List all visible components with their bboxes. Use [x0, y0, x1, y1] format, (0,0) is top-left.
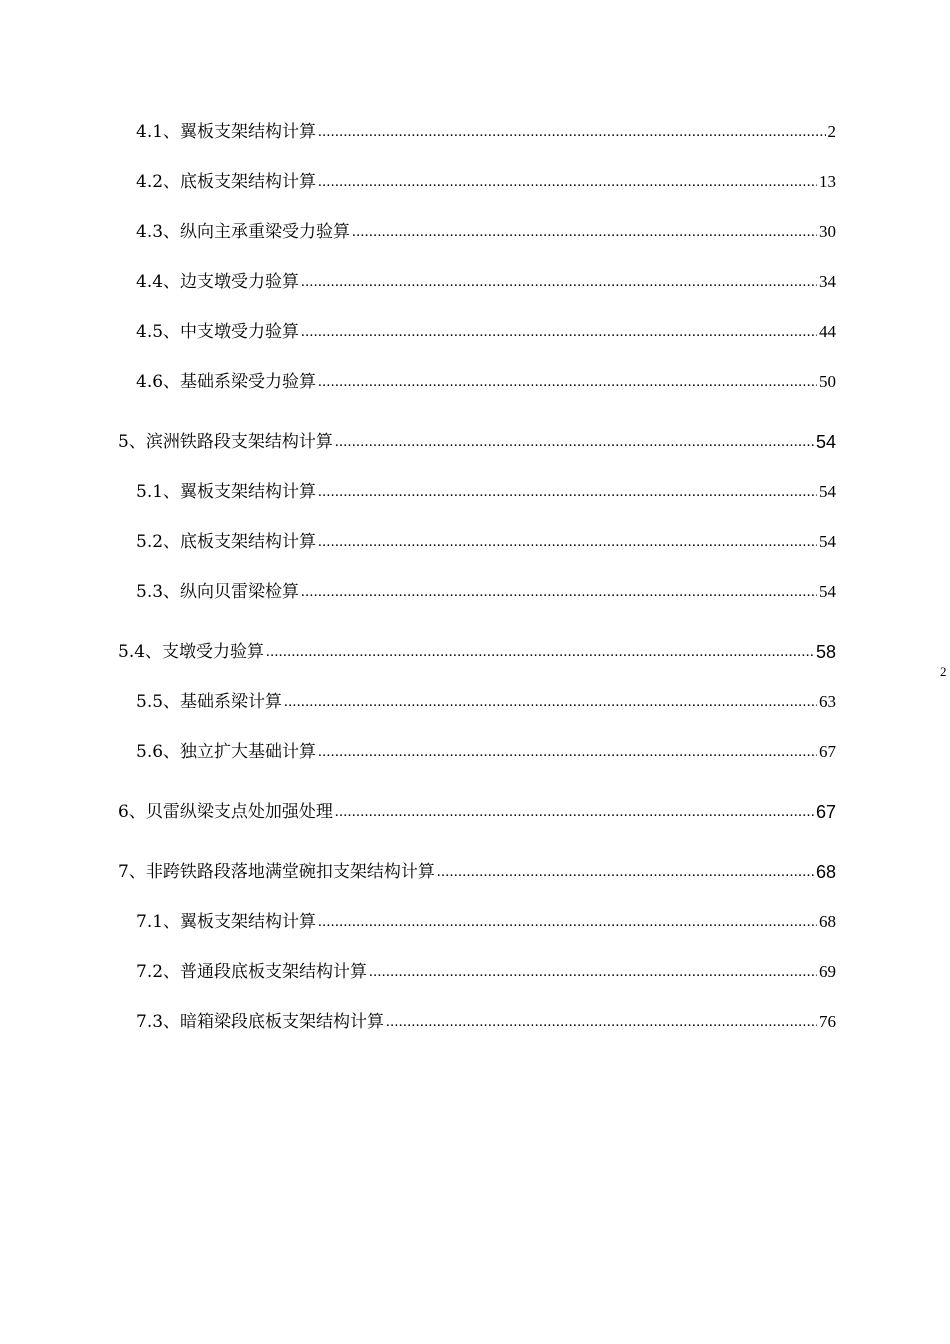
toc-dot-leader [437, 860, 814, 884]
side-page-number: 2 [940, 664, 947, 679]
toc-entry-4-2[interactable] [136, 170, 836, 194]
toc-entry-4-3[interactable] [136, 220, 836, 244]
toc-entry-page: 67 [815, 802, 836, 822]
toc-dot-leader [369, 960, 817, 984]
toc-entry-label: 7.3、暗箱梁段底板支架结构计算 [136, 1012, 385, 1032]
toc-dot-leader [335, 430, 814, 454]
toc-entry-5-5[interactable] [136, 690, 836, 714]
toc-entry-page: 13 [819, 172, 836, 191]
toc-entry-page: 34 [819, 272, 836, 291]
toc-entry-label: 7.2、普通段底板支架结构计算 [136, 962, 368, 982]
toc-entry-4-1[interactable] [136, 120, 836, 144]
toc-entry-5-1[interactable] [136, 480, 836, 504]
toc-dot-leader [335, 800, 814, 824]
toc-entry-page: 58 [815, 642, 836, 662]
toc-dot-leader [318, 740, 817, 764]
toc-entry-7-1[interactable] [136, 910, 836, 934]
toc-entry-label: 4.6、基础系梁受力验算 [136, 372, 317, 392]
toc-entry-page: 68 [815, 862, 836, 882]
toc-entry-4-4[interactable] [136, 270, 836, 294]
toc-dot-leader [318, 370, 817, 394]
toc-entry-label: 5.1、翼板支架结构计算 [136, 482, 317, 502]
toc-entry-page: 69 [819, 962, 836, 981]
toc-entry-label: 4.4、边支墩受力验算 [136, 272, 300, 292]
toc-entry-label: 4.1、翼板支架结构计算 [136, 122, 317, 142]
toc-dot-leader [266, 640, 814, 664]
toc-dot-leader [318, 530, 817, 554]
toc-entry-page: 63 [819, 692, 836, 711]
toc-entry-4-5[interactable] [136, 320, 836, 344]
toc-entry-page: 50 [819, 372, 836, 391]
toc-entry-page: 30 [819, 222, 836, 241]
toc-entry-6[interactable] [118, 800, 836, 824]
toc-entry-page: 67 [819, 742, 836, 761]
toc-entry-label: 5.2、底板支架结构计算 [136, 532, 317, 552]
toc-entry-label: 5.6、独立扩大基础计算 [136, 742, 317, 762]
toc-entry-page: 54 [819, 582, 836, 601]
toc-entry-label: 5、滨洲铁路段支架结构计算 [118, 432, 333, 452]
toc-entry-label: 4.2、底板支架结构计算 [136, 172, 317, 192]
toc-entry-label: 4.3、纵向主承重梁受力验算 [136, 222, 351, 242]
toc-dot-leader [284, 690, 817, 714]
toc-entry-page: 54 [819, 532, 836, 551]
toc-entry-7-2[interactable] [136, 960, 836, 984]
toc-dot-leader [301, 320, 817, 344]
toc-entry-4-6[interactable] [136, 370, 836, 394]
toc-entry-5-4[interactable] [118, 640, 836, 664]
toc-dot-leader [318, 120, 825, 144]
toc-dot-leader [352, 220, 817, 244]
toc-entry-5-2[interactable] [136, 530, 836, 554]
toc-entry-page: 44 [819, 322, 836, 341]
toc-dot-leader [318, 170, 817, 194]
toc-entry-7[interactable] [118, 860, 836, 884]
toc-entry-page: 2 [827, 122, 836, 141]
toc-dot-leader [318, 910, 817, 934]
toc-entry-page: 54 [819, 482, 836, 501]
toc-entry-page: 68 [819, 912, 836, 931]
toc-entry-label: 7、非跨铁路段落地满堂碗扣支架结构计算 [118, 862, 435, 882]
toc-dot-leader [318, 480, 817, 504]
toc-entry-label: 4.5、中支墩受力验算 [136, 322, 300, 342]
toc-entry-7-3[interactable] [136, 1010, 836, 1034]
toc-entry-label: 7.1、翼板支架结构计算 [136, 912, 317, 932]
toc-dot-leader [386, 1010, 817, 1034]
toc-entry-page: 76 [819, 1012, 836, 1031]
toc-dot-leader [301, 580, 817, 604]
toc-entry-label: 5.3、纵向贝雷梁检算 [136, 582, 300, 602]
toc-entry-label: 6、贝雷纵梁支点处加强处理 [118, 802, 333, 822]
toc-entry-5-6[interactable] [136, 740, 836, 764]
toc-entry-5[interactable] [118, 430, 836, 454]
toc-entry-label: 5.5、基础系梁计算 [136, 692, 283, 712]
toc-entry-page: 54 [815, 432, 836, 452]
toc-entry-5-3[interactable] [136, 580, 836, 604]
toc-entry-label: 5.4、支墩受力验算 [118, 642, 265, 662]
toc-dot-leader [301, 270, 817, 294]
